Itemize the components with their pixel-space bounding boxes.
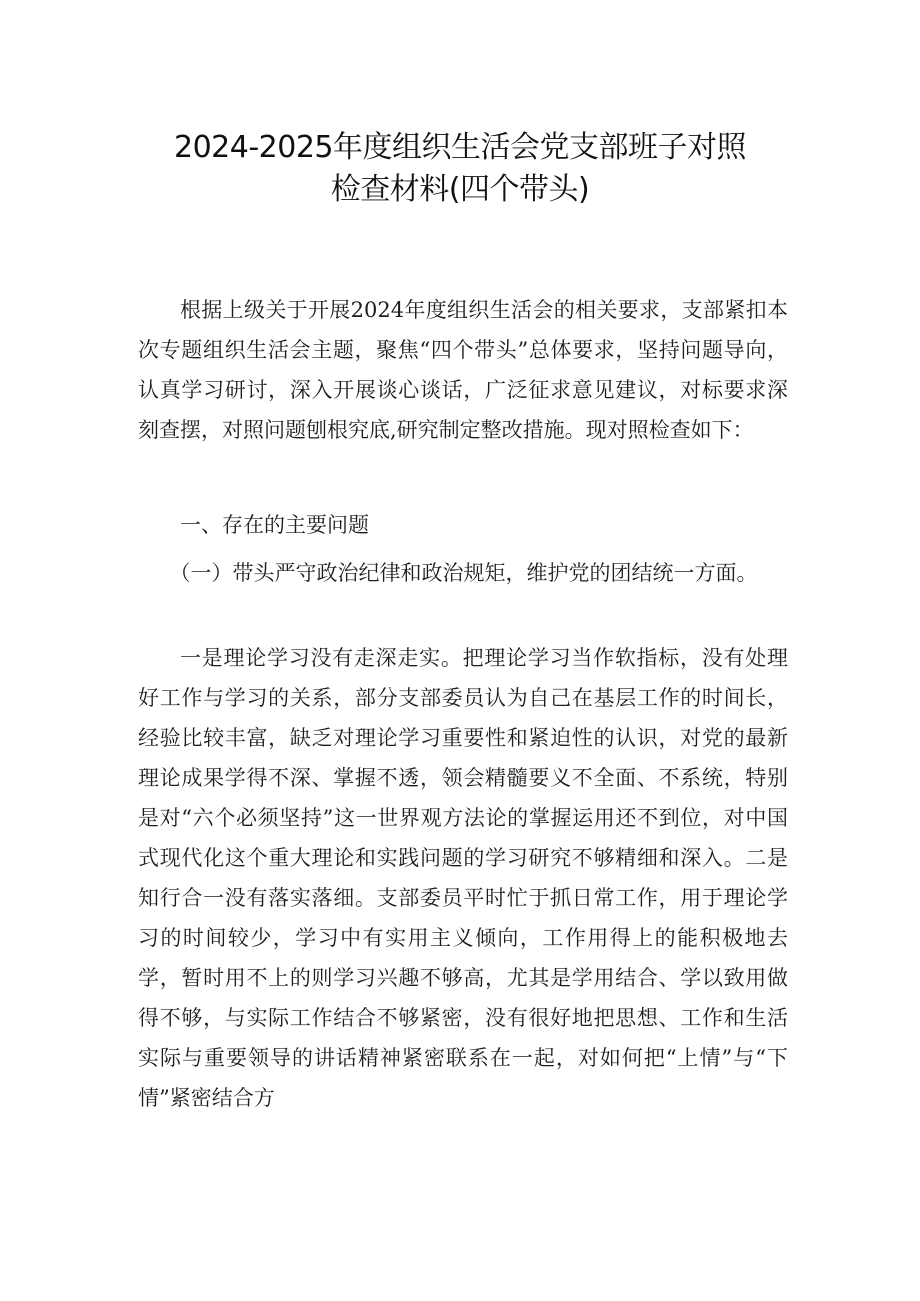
document-title-line-1: 2024-2025年度组织生活会党支部班子对照 bbox=[173, 130, 747, 165]
subsection-heading-1: （一）带头严守政治纪律和政治规矩，维护党的团结统一方面。 bbox=[169, 561, 758, 585]
section-heading-1: 一、存在的主要问题 bbox=[180, 513, 369, 537]
document-title-line-2: 检查材料(四个带头) bbox=[330, 172, 590, 207]
intro-paragraph: 根据上级关于开展2024年度组织生活会的相关要求，支部紧扣本次专题组织生活会主题，聚焦“四个带头”总体要求，坚持问题导向，认真学习研讨，深入开展谈心谈话，广泛征求意见建议，对标要求深刻查摆，对照问题刨根究底,研究制定整改措施。现对照检查如下： bbox=[138, 298, 788, 442]
content-paragraph-1: 一是理论学习没有走深走实。把理论学习当作软指标，没有处理好工作与学习的关系，部分支部委员认为自己在基层工作的时间长，经验比较丰富，缺乏对理论学习重要性和紧迫性的认识，对党的最新理论成果学得不深、掌握不透，领会精髓要义不全面、不系统，特别是对“六个必须坚持”这一世界观方法论的掌握运用还不到位，对中国式现代化这个重大理论和实践问题的学习研究不够精细和深入。二是知行合一没有落实落细。支部委员平时忙于抓日常工作，用于理论学习的时间较少，学习中有实用主义倾向，工作用得上的能积极地去学，暂时用不上的则学习兴趣不够高，尤其是学用结合、学以致用做得不够，与实际工作结合不够紧密，没有很好地把思想、工作和生活实际与重要领导的讲话精神紧密联系在一起，对如何把“上情”与“下情”紧密结合方 bbox=[138, 646, 788, 1110]
